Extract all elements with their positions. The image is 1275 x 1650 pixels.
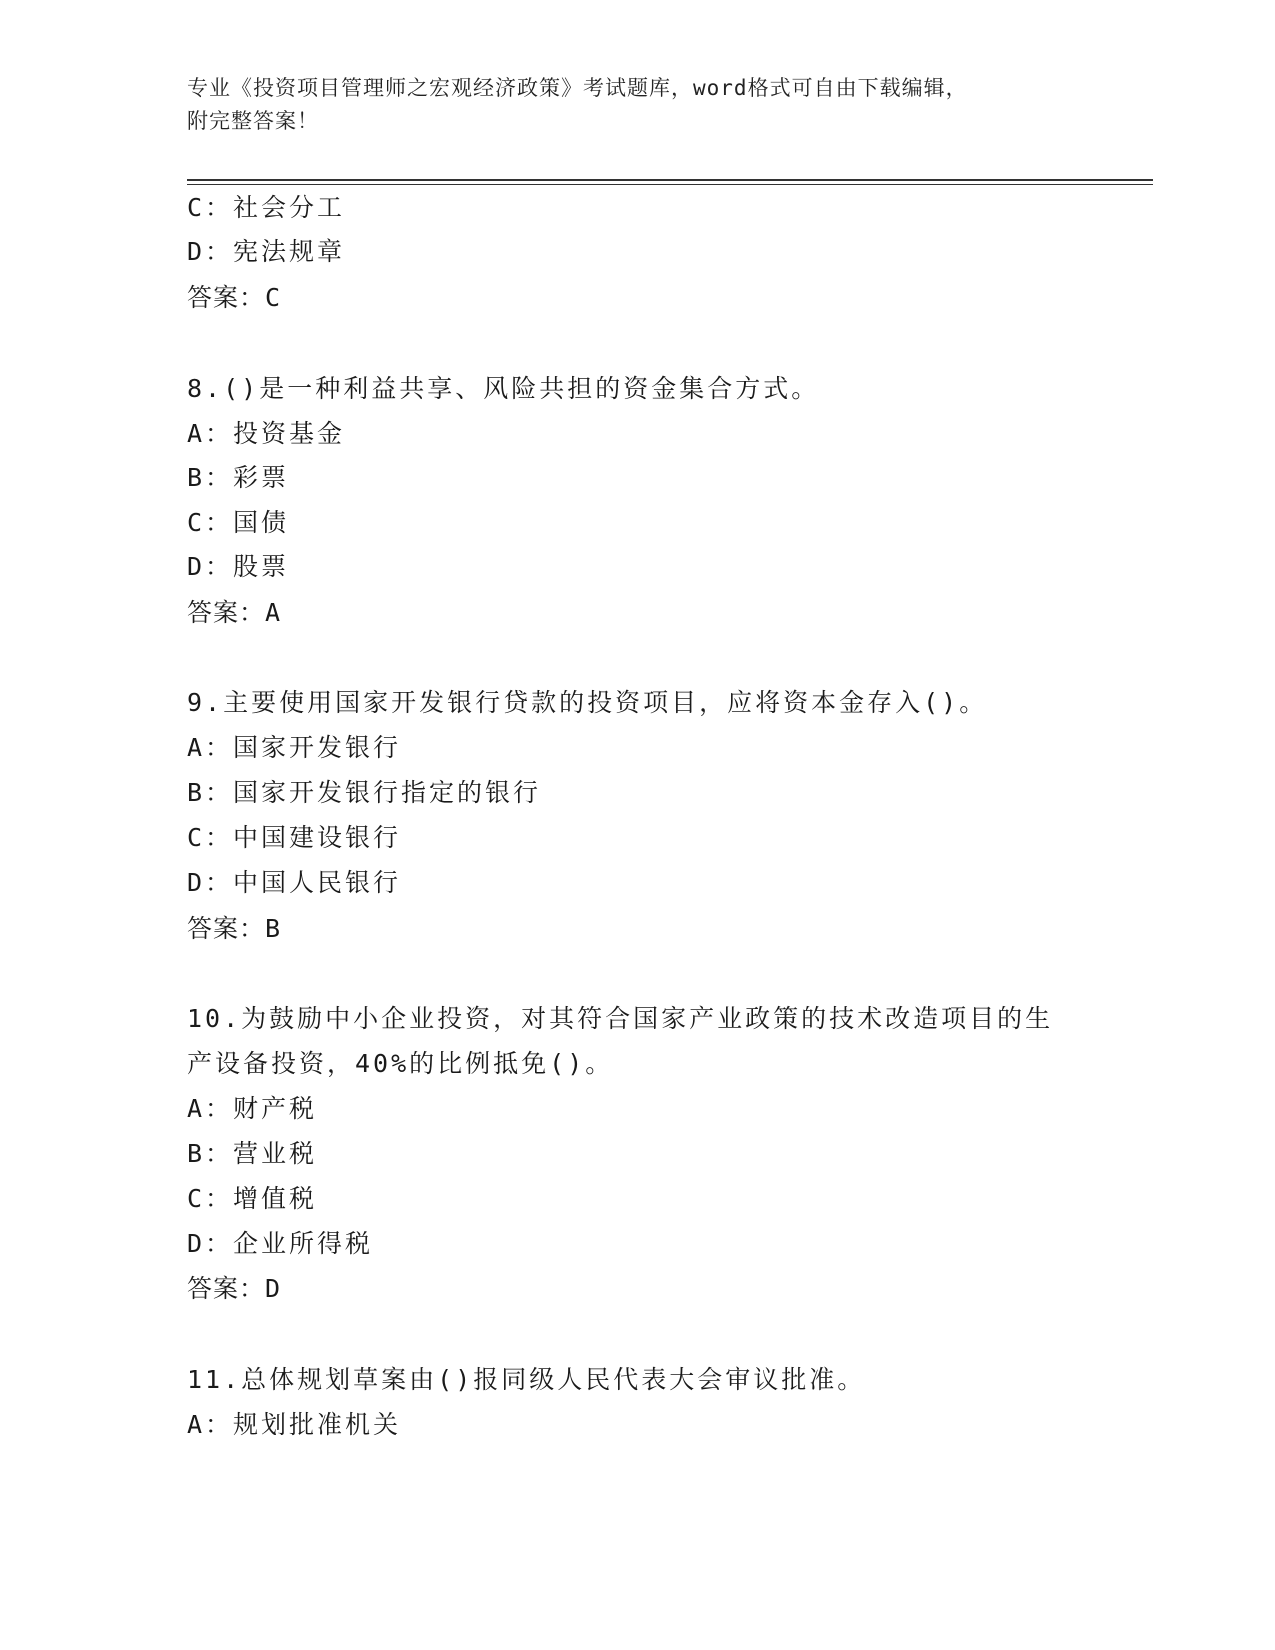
q8-answer: 答案：A bbox=[187, 598, 282, 627]
q8-option-d: D：股票 bbox=[187, 552, 290, 581]
header-line-1: 专业《投资项目管理师之宏观经济政策》考试题库，word格式可自由下载编辑， bbox=[187, 76, 968, 100]
q9-answer: 答案：B bbox=[187, 914, 282, 943]
q10-option-d: D：企业所得税 bbox=[187, 1229, 374, 1258]
q10-question-line-2: 产设备投资，40%的比例抵免()。 bbox=[187, 1049, 614, 1078]
q10-option-b: B：营业税 bbox=[187, 1139, 318, 1168]
q9-option-a: A：国家开发银行 bbox=[187, 733, 402, 762]
q10-option-a: A：财产税 bbox=[187, 1094, 318, 1123]
header-line-2: 附完整答案！ bbox=[187, 109, 319, 133]
header-divider-thick bbox=[187, 179, 1153, 181]
q8-option-c: C：国债 bbox=[187, 508, 290, 537]
q9-option-d: D：中国人民银行 bbox=[187, 868, 402, 897]
q11-question: 11.总体规划草案由()报同级人民代表大会审议批准。 bbox=[187, 1365, 866, 1394]
q8-question: 8.()是一种利益共享、风险共担的资金集合方式。 bbox=[187, 374, 820, 403]
q7-answer: 答案：C bbox=[187, 283, 282, 312]
q8-option-b: B：彩票 bbox=[187, 463, 290, 492]
q11-option-a: A：规划批准机关 bbox=[187, 1410, 402, 1439]
q10-answer: 答案：D bbox=[187, 1274, 282, 1303]
q7-option-c: C：社会分工 bbox=[187, 193, 346, 222]
q10-question-line-1: 10.为鼓励中小企业投资，对其符合国家产业政策的技术改造项目的生 bbox=[187, 1004, 1054, 1033]
document-header bbox=[187, 72, 1087, 138]
q10-option-c: C：增值税 bbox=[187, 1184, 318, 1213]
q9-option-b: B：国家开发银行指定的银行 bbox=[187, 778, 542, 807]
q8-option-a: A：投资基金 bbox=[187, 419, 346, 448]
header-divider-thin bbox=[187, 184, 1153, 185]
q9-question: 9.主要使用国家开发银行贷款的投资项目，应将资本金存入()。 bbox=[187, 688, 988, 717]
q9-option-c: C：中国建设银行 bbox=[187, 823, 402, 852]
q7-option-d: D：宪法规章 bbox=[187, 237, 346, 266]
